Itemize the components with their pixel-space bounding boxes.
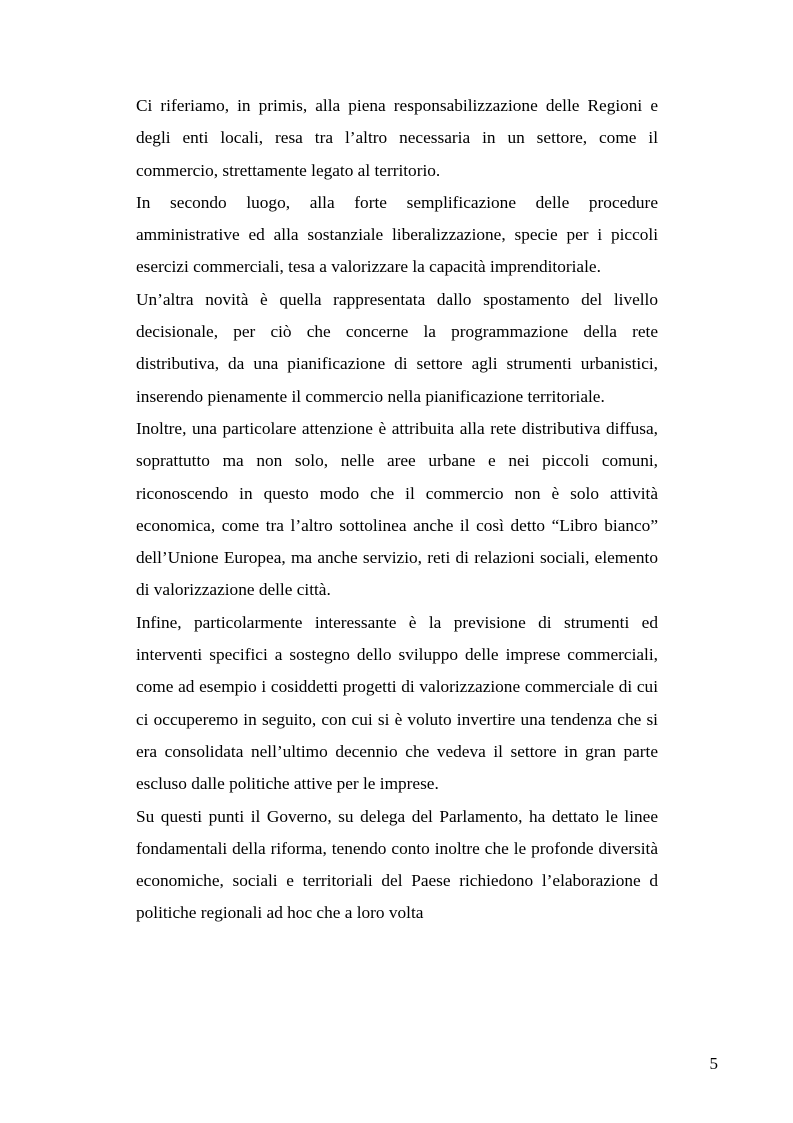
body-text	[136, 90, 658, 930]
paragraph-distribution-network: Inoltre, una particolare attenzione è attribuita alla rete distributiva diffusa, soprattutto ma non solo, nelle aree urbane e nei piccoli comuni, riconoscendo in questo modo che il commercio non è solo attività economica, come tra l’altro sottolinea anche il così detto “Libro bianco” dell’Unione Europea, ma anche servizio, reti di relazioni sociali, elemento di valorizzazione delle città.	[136, 418, 658, 600]
paragraph-support-instruments: Infine, particolarmente interessante è la previsione di strumenti ed interventi specifici a sostegno dello sviluppo delle imprese commerciali, come ad esempio i cosiddetti progetti di valorizzazione commerciale di cui ci occuperemo in seguito, con cui si è voluto invertire una tendenza che si era consolidata nell’ultimo decennio che vedeva il settore in gran parte escluso dalle politiche attive per le imprese.	[136, 612, 658, 794]
paragraph-regional-responsibility: Ci riferiamo, in primis, alla piena responsabilizzazione delle Regioni e degli enti locali, resa tra l’altro necessaria in un settore, come il commercio, strettamente legato al territorio.	[136, 96, 658, 180]
paragraph-simplification: In secondo luogo, alla forte semplificazione delle procedure amministrative ed alla sostanziale liberalizzazione, specie per i piccoli esercizi commerciali, tesa a valorizzare la capacità imprenditoriale.	[136, 192, 658, 277]
paragraph-decision-level: Un’altra novità è quella rappresentata dallo spostamento del livello decisionale, per ciò che concerne la programmazione della rete distributiva, da una pianificazione di settore agli strumenti urbanistici, inserendo pienamente il commercio nella pianificazione territoriale.	[136, 289, 658, 406]
paragraph-government-delegation: Su questi punti il Governo, su delega del Parlamento, ha dettato le linee fondamentali della riforma, tenendo conto inoltre che le profonde diversità economiche, sociali e territoriali del Paese richiedono l’elaborazione d politiche regionali ad hoc che a loro volta	[136, 806, 658, 923]
page-number: 5	[709, 1054, 718, 1073]
